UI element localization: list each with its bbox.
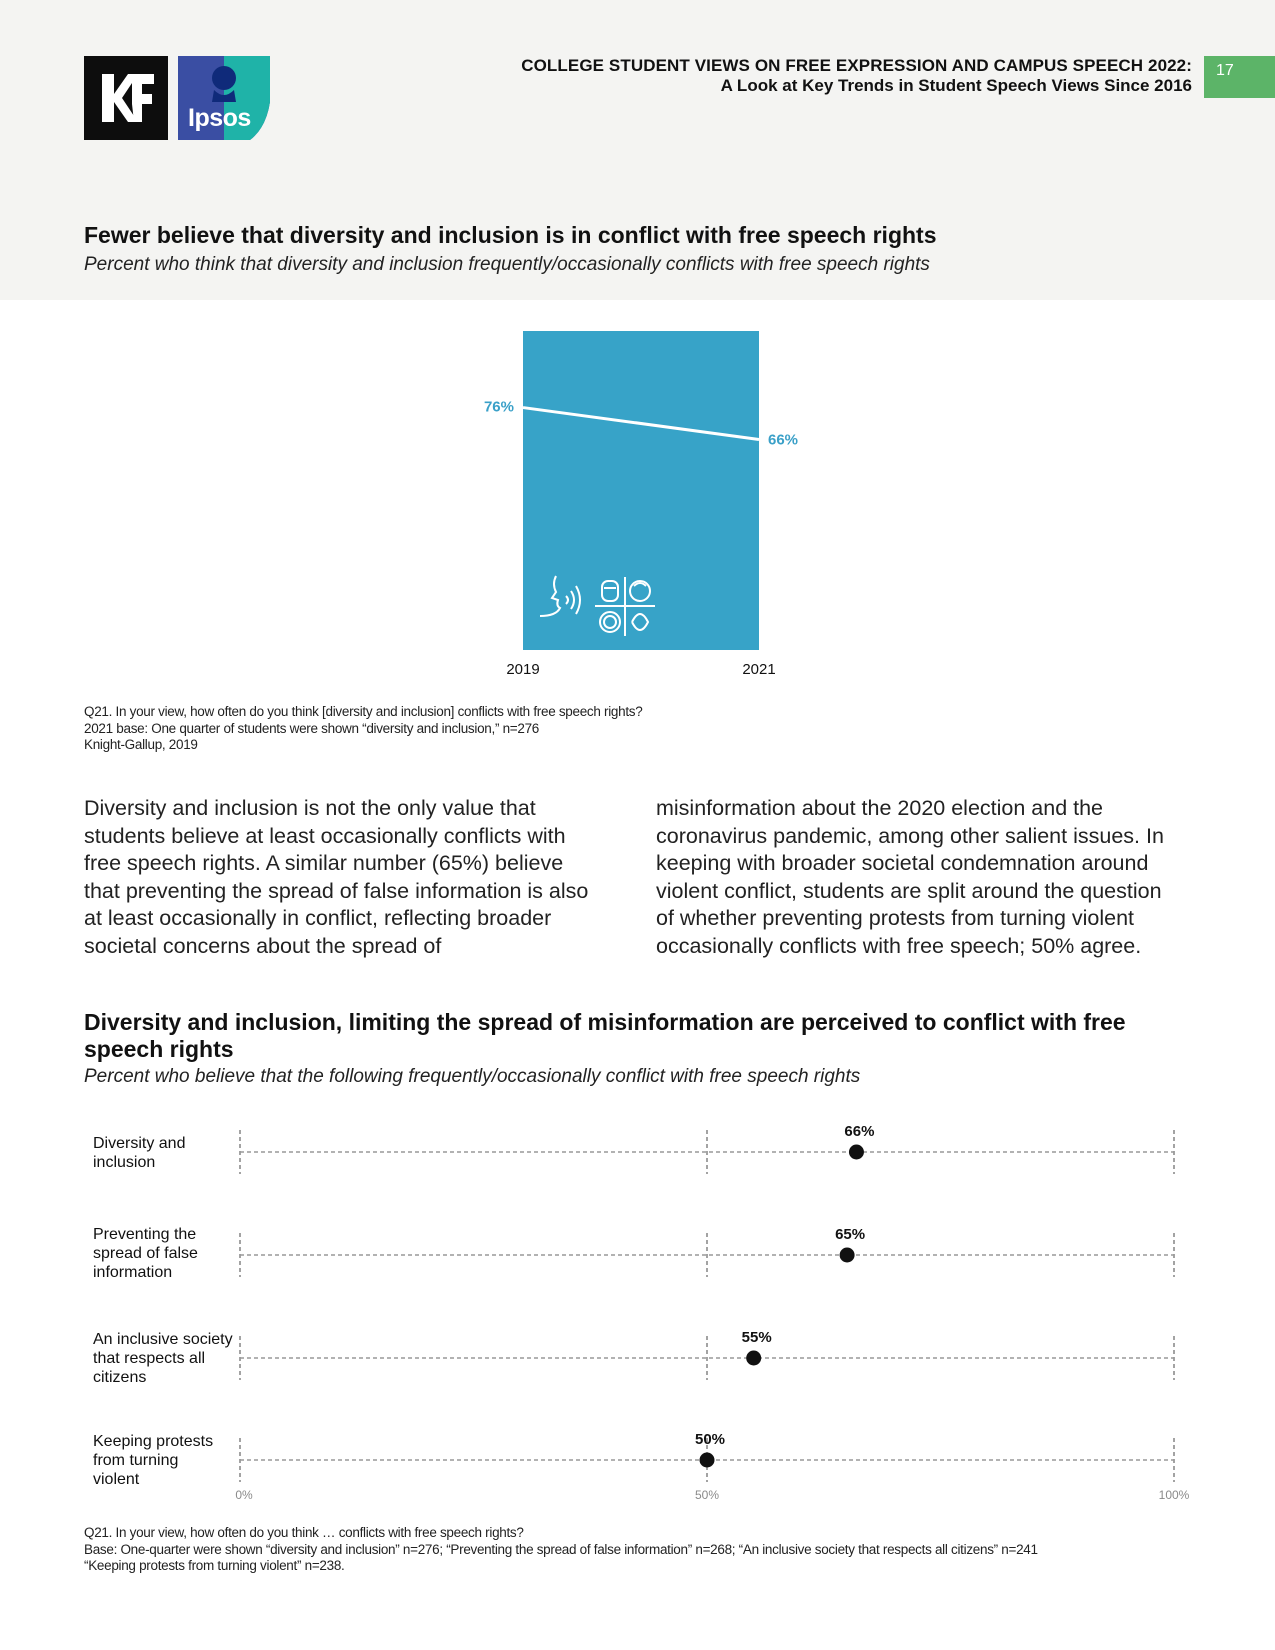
chart2-source-note: [84, 1525, 1038, 1575]
chart2-data-label: 55%: [741, 1329, 772, 1346]
report-title-line2: A Look at Key Trends in Student Speech Views Since 2016: [720, 76, 1192, 95]
body-text-column-2: misinformation about the 2020 election and the coronavirus pandemic, among other salient issues. In keeping with broader societal condemnation around violent conflict, students are split around the question of whether preventing protests from turning violent occasionally conflicts with free speech; 50% agree.: [656, 796, 1164, 958]
chart1-source-note: [84, 704, 642, 754]
chart2-data-point: [840, 1248, 855, 1263]
kf-logo: [84, 56, 168, 140]
page-number-tab: [1204, 56, 1275, 98]
chart1-x-tick-label: 2021: [742, 661, 776, 678]
chart2-dot-plot: [0, 1100, 1275, 1510]
chart2-data-point: [700, 1453, 715, 1468]
chart2-row-label: Preventing the spread of false information: [93, 1226, 198, 1281]
page-number: 17: [1216, 62, 1234, 79]
chart2-data-label: 50%: [694, 1431, 726, 1448]
chart1-x-tick-label: 2019: [506, 661, 540, 678]
chart2-data-point: [746, 1351, 761, 1366]
ipsos-wordmark: Ipsos: [188, 104, 251, 132]
chart2-data-label: 66%: [844, 1123, 875, 1140]
ipsos-logo: [178, 56, 270, 140]
chart1-note-line: 2021 base: One quarter of students were shown “diversity and inclusion,” n=276: [84, 720, 540, 736]
chart2-subtitle: Percent who believe that the following frequently/occasionally conflict with free speech rights: [84, 1066, 861, 1087]
chart1-line-chart: [0, 300, 1275, 690]
chart1-title: Fewer believe that diversity and inclusion is in conflict with free speech rights: [84, 222, 937, 248]
chart2-x-tick-label: 50%: [694, 1488, 720, 1502]
chart2-note-line: Base: One-quarter were shown “diversity and inclusion” n=276; “Preventing the spread of false information” n=268; “An inclusive society that respects all citizens” n=241: [84, 1541, 1038, 1557]
chart1-data-label: 76%: [483, 398, 514, 416]
chart2-note-line: Q21. In your view, how often do you think … conflicts with free speech rights?: [84, 1525, 524, 1540]
chart2-data-point: [849, 1145, 864, 1160]
body-text-column-1: Diversity and inclusion is not the only value that students believe at least occasionally conflicts with free speech rights. A similar number (65%) believe that preventing the spread of false information is also at least occasionally in conflict, reflecting broader societal concerns about the spread of: [84, 796, 589, 958]
chart2-row-label: An inclusive society that respects all citizens: [93, 1331, 233, 1386]
chart2-data-label: 65%: [835, 1226, 866, 1243]
chart1-data-label: 66%: [768, 431, 799, 449]
kf-logo-mark: [84, 56, 168, 140]
chart2-row-label: Diversity and inclusion: [93, 1135, 186, 1171]
chart1-note-line: Knight-Gallup, 2019: [84, 737, 198, 752]
chart2-title: Diversity and inclusion, limiting the spread of misinformation are perceived to conflict with free speech rights: [84, 1009, 1126, 1062]
report-title-line1: COLLEGE STUDENT VIEWS ON FREE EXPRESSION AND CAMPUS SPEECH 2022:: [521, 56, 1192, 75]
chart1-subtitle: Percent who think that diversity and inclusion frequently/occasionally conflicts with free speech rights: [84, 254, 930, 275]
chart2-x-tick-label: 0%: [235, 1488, 253, 1502]
chart2-note-line: “Keeping protests from turning violent” n=238.: [84, 1558, 345, 1573]
report-title: [392, 56, 1192, 96]
chart2-row-label: Keeping protests from turning violent: [93, 1433, 214, 1488]
chart1-note-line: Q21. In your view, how often do you think [diversity and inclusion] conflicts with free speech rights?: [84, 704, 643, 719]
chart2-x-tick-label: 100%: [1158, 1488, 1190, 1502]
